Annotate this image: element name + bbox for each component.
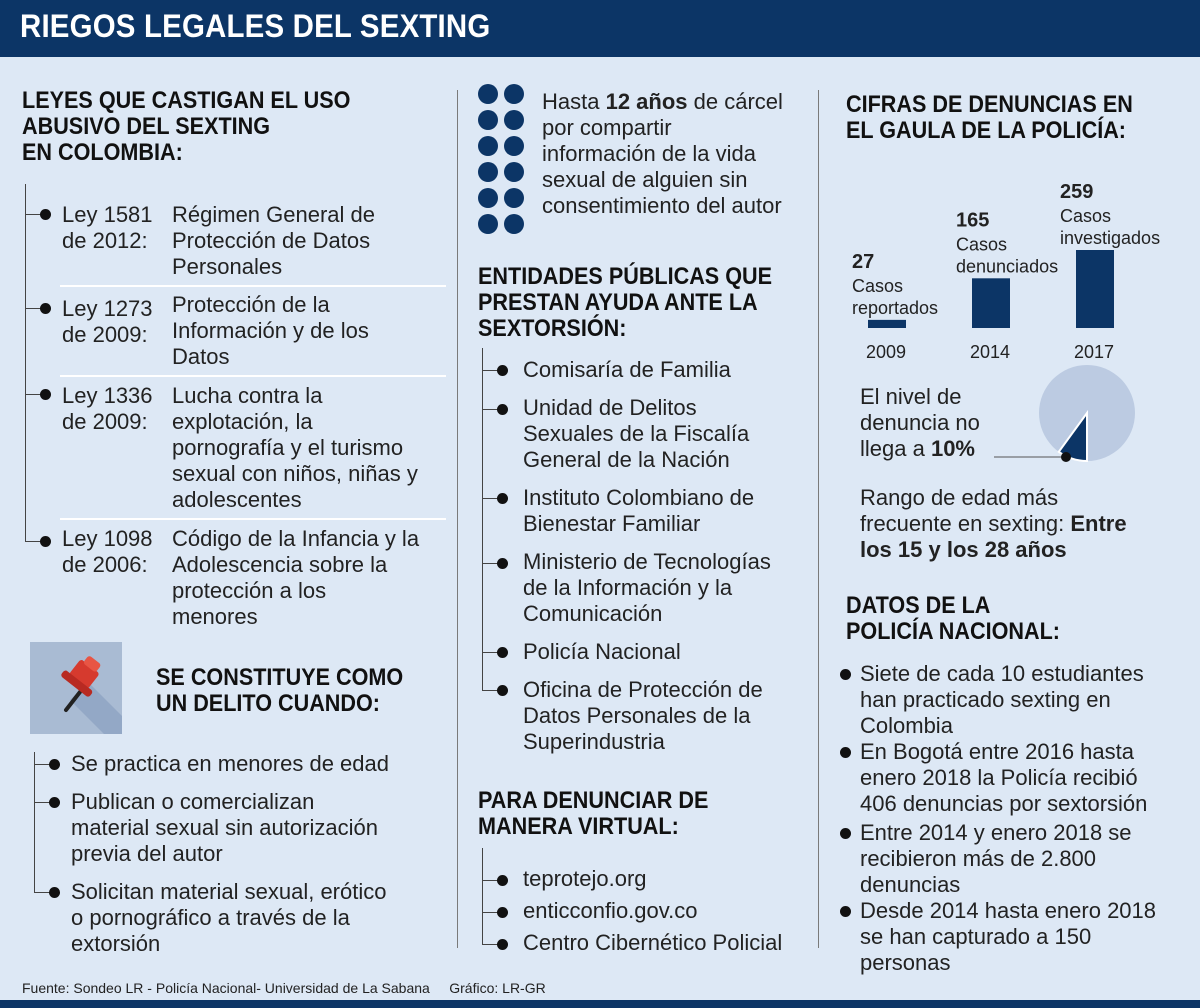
age-text: Rango de edad más [860,485,1059,510]
bullet-dot [840,669,851,680]
bullet-dot [840,828,851,839]
crime-item: Se practica en menores de edad [71,751,389,776]
crime-item: Publican o comercializan [71,789,315,814]
police-item: En Bogotá entre 2016 hasta [860,739,1134,764]
entity-item: Oficina de Protección de [523,677,763,702]
bar-value-label: 27 [852,250,875,273]
police-title: POLICÍA NACIONAL: [846,618,1060,645]
bar-caption: investigados [1060,228,1161,248]
denuncia-text: denuncia no [860,410,980,435]
police-item: Entre 2014 y enero 2018 se [860,820,1132,845]
bullet-dot [40,209,51,220]
entities-tree-line [482,348,483,690]
laws-title: EN COLOMBIA: [22,139,183,166]
law-description: Datos [172,344,230,369]
police-title: DATOS DE LA [846,592,991,619]
prison-text: por compartir [542,115,672,140]
prison-text: información de la vida [542,141,757,166]
crime-title: SE CONSTITUYE COMO [156,664,404,691]
pushpin-icon [30,642,122,734]
law-description: Lucha contra la [172,383,323,408]
bar-category-label: 2014 [970,342,1011,362]
entity-item: Superindustria [523,729,665,754]
police-item: han practicado sexting en [860,687,1111,712]
law-description: menores [172,604,258,629]
law-name: de 2006: [62,552,148,577]
laws-tree-line [25,184,26,542]
bullet-dot [49,797,60,808]
row-separator [60,375,446,377]
row-separator [60,285,446,287]
law-description: sexual con niños, niñas y [172,461,418,486]
law-description: Adolescencia sobre la [172,552,388,577]
bullet-dot [497,404,508,415]
bar-caption: denunciados [956,256,1059,277]
bar-caption: Casos [956,234,1008,255]
crime-item: material sexual sin autorización [71,815,378,840]
bullet-dot [497,907,508,918]
bullet-dot [40,389,51,400]
law-name: Ley 1098 [62,526,153,551]
virtual-link[interactable]: enticconfio.gov.co [523,898,698,923]
prison-text: consentimiento del autor [542,193,782,218]
entities-title: PRESTAN AYUDA ANTE LA [478,289,758,316]
bar-2009 [868,320,906,328]
virtual-tree-line [482,848,483,944]
row-separator [60,518,446,520]
column-divider [818,90,819,948]
age-text: los 15 y los 28 años [860,537,1067,562]
bar-2014 [972,278,1010,328]
laws-title: ABUSIVO DEL SEXTING [22,113,271,140]
law-description: Protección de Datos [172,228,371,253]
entity-item: Bienestar Familiar [523,511,701,536]
bullet-dot [497,493,508,504]
entities-title: ENTIDADES PÚBLICAS QUE [478,263,773,290]
law-description: Régimen General de [172,202,376,227]
footer-bar [0,1000,1200,1008]
age-text: frecuente en sexting: Entre [860,511,1127,536]
law-name: Ley 1273 [62,296,153,321]
law-description: Código de la Infancia y la [172,526,420,551]
prison-text: sexual de alguien sin [542,167,748,192]
bullet-dot [497,685,508,696]
bullet-dot [40,536,51,547]
entity-item: Instituto Colombiano de [523,485,755,510]
entity-item: Comisaría de Familia [523,357,731,382]
police-item: recibieron más de 2.800 [860,846,1097,871]
law-description: protección a los [172,578,327,603]
law-description: explotación, la [172,409,313,434]
pie-pointer-dot [1061,452,1071,462]
bar-caption: Casos [852,275,904,296]
entity-item: Unidad de Delitos [523,395,697,420]
bullet-dot [49,759,60,770]
bar-value-label: 165 [956,209,990,232]
crime-title: UN DELITO CUANDO: [156,690,381,717]
denuncia-text: llega a 10% [860,436,975,461]
law-name: Ley 1581 [62,202,153,227]
entity-item: Sexuales de la Fiscalía [523,421,750,446]
law-name: de 2009: [62,409,148,434]
entities-title: SEXTORSIÓN: [478,315,627,342]
virtual-link[interactable]: teprotejo.org [523,866,647,891]
police-item: Desde 2014 hasta enero 2018 [860,898,1157,923]
virtual-link[interactable]: Centro Cibernético Policial [523,930,783,955]
law-name: de 2012: [62,228,148,253]
denuncia-text: El nivel de [860,384,962,409]
bullet-dot [40,303,51,314]
police-item: se han capturado a 150 [860,924,1092,949]
police-item: Siete de cada 10 estudiantes [860,661,1144,686]
bar-2017 [1076,250,1114,328]
bullet-dot [497,365,508,376]
bullet-dot [49,887,60,898]
bullet-dot [497,939,508,950]
header-banner [0,0,1200,57]
entity-item: Policía Nacional [523,639,681,664]
bullet-dot [497,647,508,658]
laws-title: LEYES QUE CASTIGAN EL USO [22,87,351,114]
entity-item: Ministerio de Tecnologías [523,549,771,574]
crime-item: o pornográfico a través de la [71,905,350,930]
denuncia-pie-chart [980,360,1150,470]
bullet-dot [840,747,851,758]
law-description: Protección de la [172,292,330,317]
crime-item: Solicitan material sexual, erótico [71,879,387,904]
law-name: Ley 1336 [62,383,153,408]
crime-item: extorsión [71,931,161,956]
law-description: pornografía y el turismo [172,435,404,460]
police-item: personas [860,950,951,975]
page-title: RIEGOS LEGALES DEL SEXTING [20,8,491,44]
column-divider [457,90,458,948]
entity-item: Comunicación [523,601,663,626]
gaula-title: EL GAULA DE LA POLICÍA: [846,117,1126,144]
bullet-dot [497,558,508,569]
police-item: 406 denuncias por sextorsión [860,791,1148,816]
law-description: Información y de los [172,318,369,343]
bar-value-label: 259 [1060,181,1094,203]
police-item: Colombia [860,713,953,738]
bar-category-label: 2017 [1074,342,1115,362]
virtual-title: PARA DENUNCIAR DE [478,787,709,814]
source-credit: Fuente: Sondeo LR - Policía Nacional- Universidad de La Sabana Gráfico: LR-GR [22,980,546,996]
law-description: adolescentes [172,487,302,512]
crime-tree-line [34,752,35,892]
virtual-title: MANERA VIRTUAL: [478,813,679,840]
gaula-title: CIFRAS DE DENUNCIAS EN [846,91,1133,118]
law-name: de 2009: [62,322,148,347]
bullet-dot [840,906,851,917]
bar-category-label: 2009 [866,342,907,362]
bullet-dot [497,875,508,886]
entity-item: General de la Nación [523,447,730,472]
bar-caption: Casos [1060,206,1112,226]
bar-caption: reportados [852,297,939,318]
police-item: enero 2018 la Policía recibió [860,765,1138,790]
prison-text: Hasta 12 años de cárcel [542,89,783,114]
entity-item: de la Información y la [523,575,733,600]
gaula-bar-chart [840,160,1180,370]
law-description: Personales [172,254,283,279]
entity-item: Datos Personales de la [523,703,751,728]
police-item: denuncias [860,872,961,897]
crime-item: previa del autor [71,841,223,866]
